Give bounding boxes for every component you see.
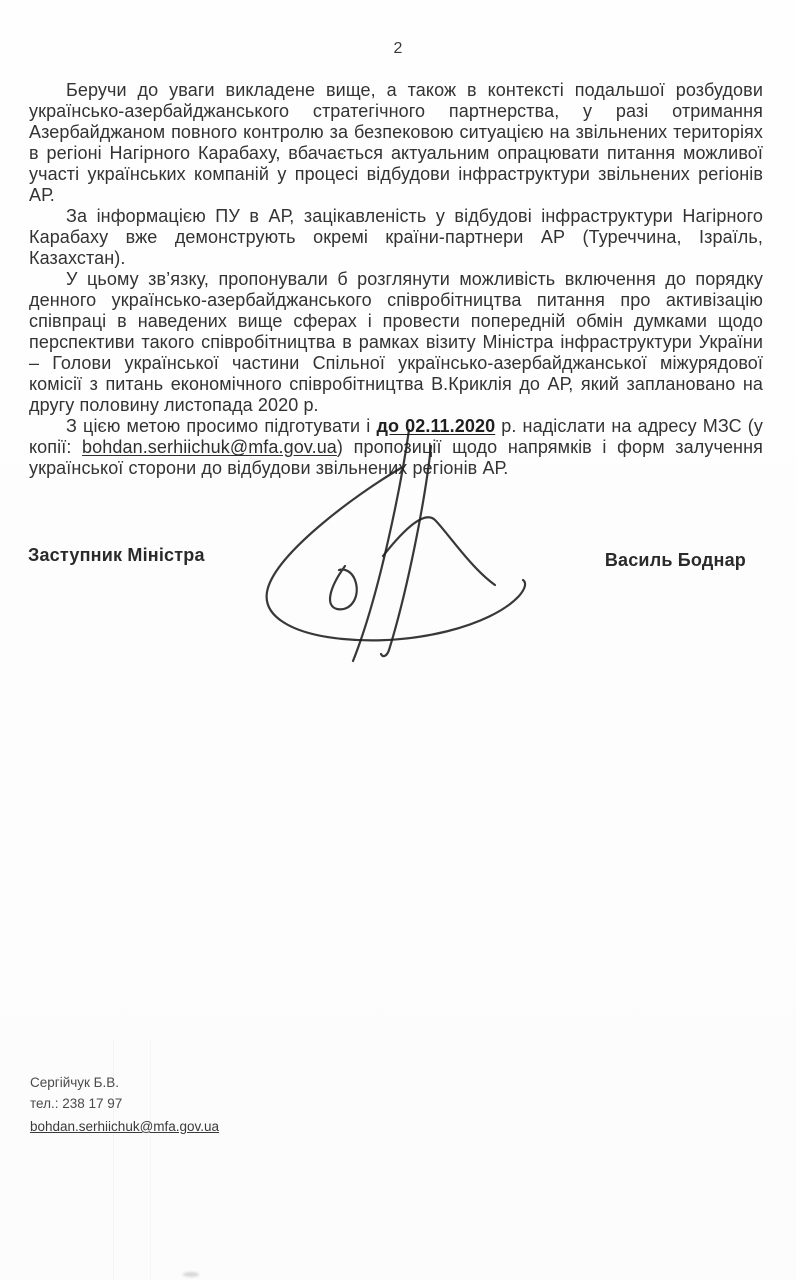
copy-email-link: bohdan.serhiichuk@mfa.gov.ua	[82, 437, 337, 457]
paragraph-2	[29, 206, 763, 269]
signer-title: Заступник Міністра	[28, 545, 205, 565]
paragraph-3	[29, 269, 763, 416]
deadline-date: до 02.11.2020	[376, 416, 496, 436]
paragraph-1-text: Беручи до уваги викладене вище, а також в контексті подальшої розбудови українсько-азербайджанського стратегічного партнерства, у разі отримання Азербайджаном повного контролю за безпековою ситуацією на звільнених територіях в регіоні Нагірного Карабаху, вбачається актуальним опрацювати питання можливої участі українських компаній у процесі відбудови інфраструктури звільнених регіонів АР.	[29, 80, 763, 205]
paragraph-3-text: У цьому зв’язку, пропонували б розглянути можливість включення до порядку денного українсько-азербайджанського співробітництва питання про активізацію співпраці в наведених вище сферах і провести попередній обмін думками щодо перспективи такого співробітництва в рамках візиту Міністра інфраструктури України – Голови української частини Спільної українсько-азербайджанської міжурядової комісії з питань економічного співробітництва В.Криклія до АР, який заплановано на другу половину листопада 2020 р.	[29, 269, 763, 415]
paragraph-4-end: ) пропозиції щодо напрямків і форм залучення української сторони до відбудови звільнених регіонів АР.	[29, 437, 763, 478]
contact-email: bohdan.serhiichuk@mfa.gov.ua	[30, 1119, 220, 1134]
paragraph-4-start: З цією метою просимо підготувати і	[66, 416, 377, 436]
document-body	[29, 80, 763, 479]
scan-smudge	[183, 1272, 199, 1277]
paragraph-1	[29, 80, 763, 206]
contact-name: Сергійчук Б.В.	[30, 1075, 120, 1090]
page-number: 2	[393, 40, 403, 57]
signer-name: Василь Боднар	[604, 550, 746, 570]
paragraph-2-text: За інформацією ПУ в АР, зацікавленість у відбудові інфраструктури Нагірного Карабаху вже демонструють окремі країни-партнери АР (Туреччина, Ізраїль, Казахстан).	[29, 206, 763, 268]
contact-phone: тел.: 238 17 97	[30, 1096, 123, 1111]
paragraph-4	[29, 416, 763, 479]
paragraph-4-middle: р. надіслати на адресу МЗС (у копії:	[29, 416, 763, 457]
contact-footer	[30, 1072, 219, 1137]
